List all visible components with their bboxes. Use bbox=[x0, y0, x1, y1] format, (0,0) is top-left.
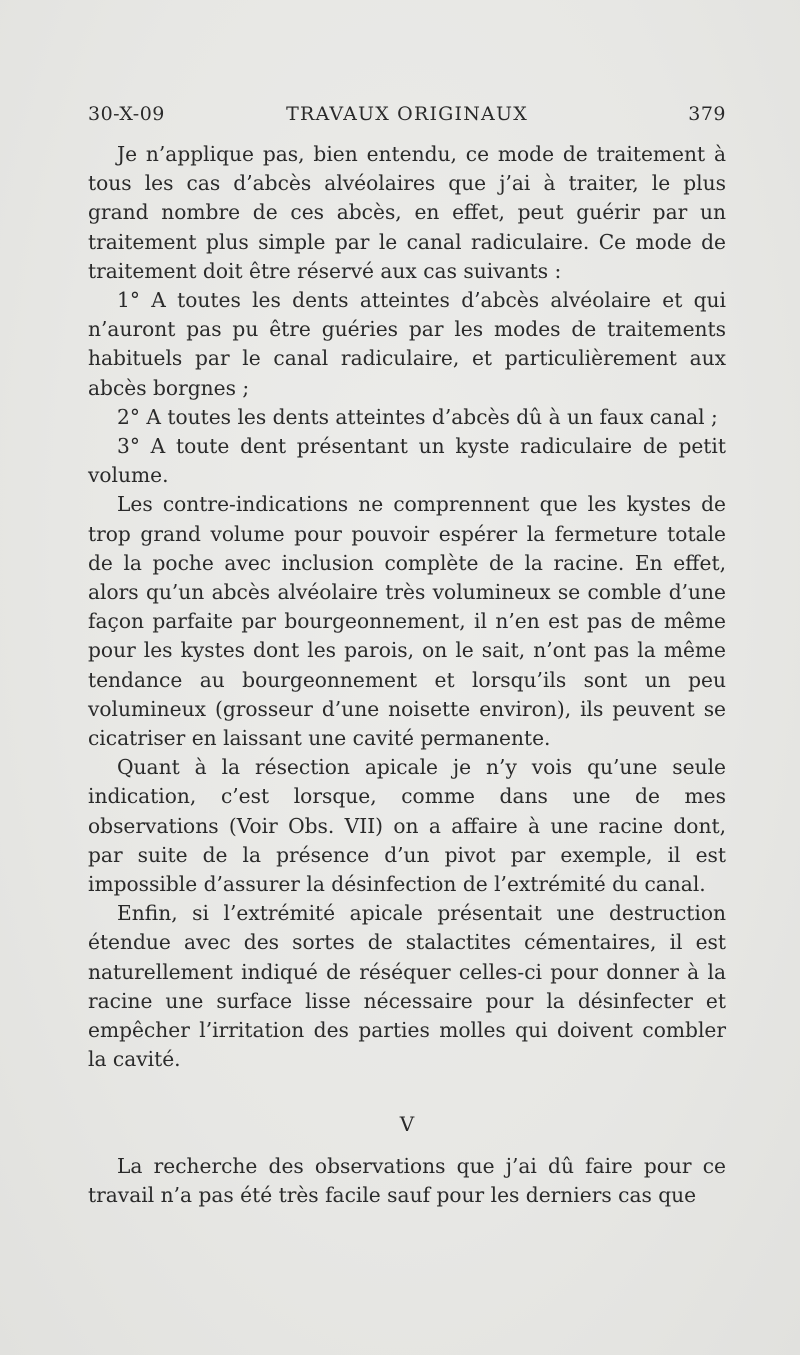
tail-text bbox=[88, 1152, 726, 1210]
list-item: 1° A toutes les dents atteintes d’abcès alvéolaire et qui n’auront pas pu être guéries par les modes de traitements habituels par le canal radiculaire, et particulièrement aux abcès borgnes ; bbox=[88, 288, 726, 400]
paragraph: La recherche des observations que j’ai dû faire pour ce travail n’a pas été très facile sauf pour les derniers cas que bbox=[88, 1154, 726, 1208]
paragraph: Enfin, si l’extrémité apicale présentait une destruction étendue avec des sortes de stalactites cémentaires, il est naturellement indiqué de réséquer celles-ci pour donner à la racine une surface lisse nécessaire pour la désinfecter et empêcher l’irritation des parties molles qui doivent combler la cavité. bbox=[88, 901, 726, 1072]
header-section-title: TRAVAUX ORIGINAUX bbox=[286, 103, 528, 125]
paragraph: Les contre-indications ne comprennent que les kystes de trop grand volume pour pouvoir espérer la fermeture totale de la poche avec inclusion complète de la racine. En effet, alors qu’un abcès alvéolaire très volumineux se comble d’une façon parfaite par bourgeonnement, il n’en est pas de même pour les kystes dont les parois, on le sait, n’ont pas la même tendance au bourgeonnement et lorsqu’ils sont un peu volumineux (grosseur d’une noisette environ), ils peuvent se cicatriser en laissant une cavité permanente. bbox=[88, 492, 726, 751]
list-item: 3° A toute dent présentant un kyste radiculaire de petit volume. bbox=[88, 434, 726, 488]
section-heading: V bbox=[399, 1112, 415, 1136]
running-head bbox=[88, 103, 726, 131]
page-number: 379 bbox=[688, 103, 726, 125]
body-text bbox=[88, 140, 726, 1075]
paragraph: Quant à la résection apicale je n’y vois qu’une seule indication, c’est lorsque, comme dans une de mes observations (Voir Obs. VII) on a affaire à une racine dont, par suite de la présence d’un pivot par exemple, il est impossible d’assurer la désinfection de l’extrémité du canal. bbox=[88, 755, 726, 897]
paragraph: Je n’applique pas, bien entendu, ce mode de traitement à tous les cas d’abcès alvéolaires que j’ai à traiter, le plus grand nombre de ces abcès, en effet, peut guérir par un traitement plus simple par le canal radiculaire. Ce mode de traitement doit être réservé aux cas suivants : bbox=[88, 142, 726, 283]
list-item: 2° A toutes les dents atteintes d’abcès dû à un faux canal ; bbox=[117, 404, 718, 429]
header-date: 30-X-09 bbox=[88, 103, 165, 125]
